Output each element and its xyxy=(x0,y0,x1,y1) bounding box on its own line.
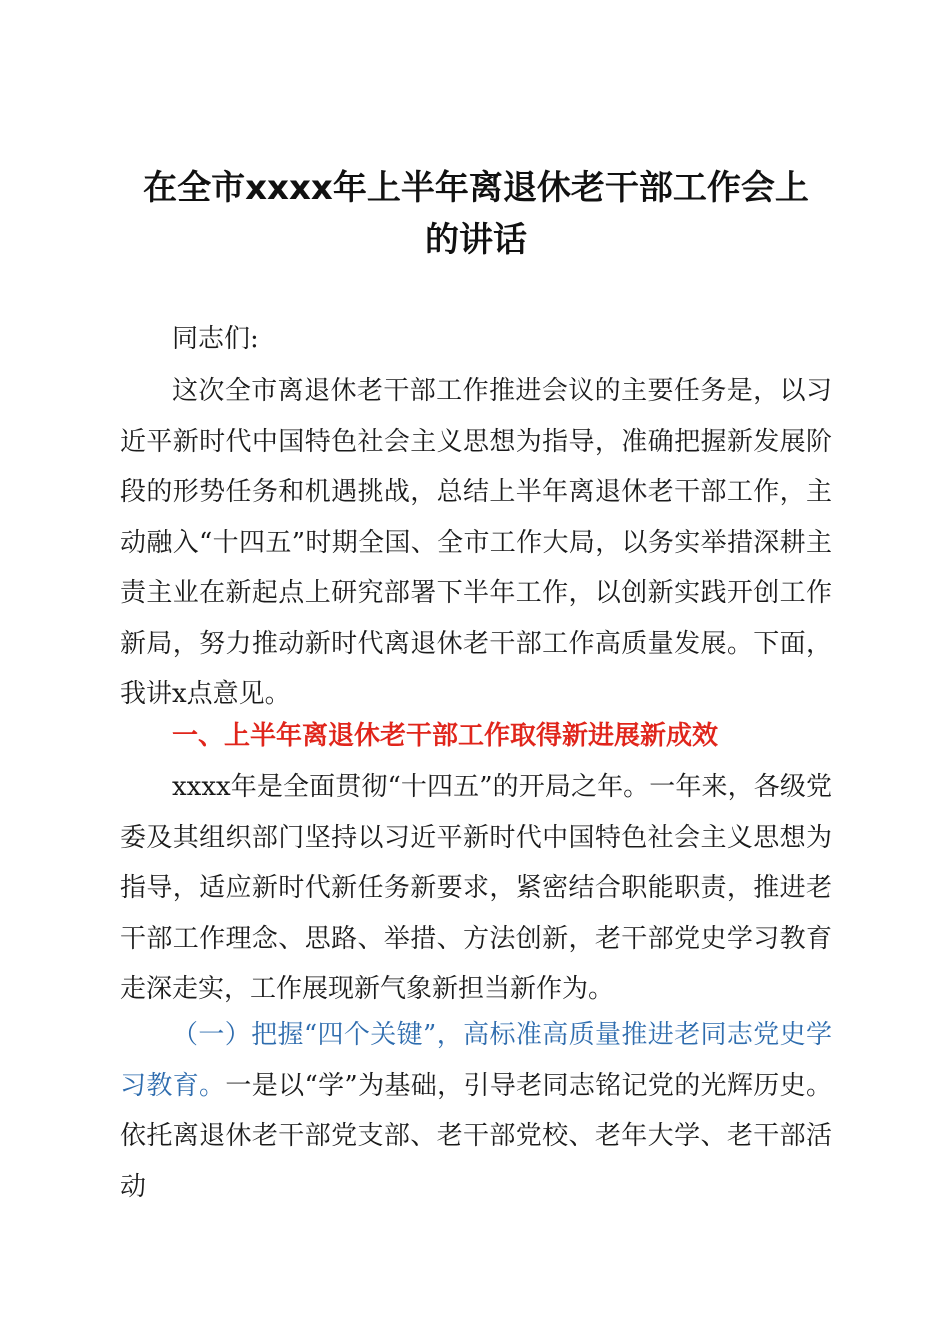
section-heading-1: 一、上半年离退休老干部工作取得新进展新成效 xyxy=(172,721,719,751)
subsection-heading-1: （一）把握“四个关键”，高标准高质量推进老同志党史学习教育。 xyxy=(120,1020,832,1101)
paragraph-intro: 这次全市离退休老干部工作推进会议的主要任务是，以习近平新时代中国特色社会主义思想为指导，准确把握新发展阶段的形势任务和机遇挑战，总结上半年离退休老干部工作，主动融入“十四五”时期全国、全市工作大局，以务实举措深耕主责主业在新起点上研究部署下半年工作，以创新实践开创工作新局，努力推动新时代离退休老干部工作高质量发展。下面，我讲x点意见。 xyxy=(120,376,832,709)
paragraph-subsection1-text: 一是以“学”为基础，引导老同志铭记党的光辉历史。依托离退休老干部党支部、老干部党校、老年大学、老干部活动 xyxy=(120,1070,832,1202)
paragraph-section1: xxxx年是全面贯彻“十四五”的开局之年。一年来，各级党委及其组织部门坚持以习近平新时代中国特色社会主义思想为指导，适应新时代新任务新要求，紧密结合职能职责，推进老干部工作理念、思路、举措、方法创新，老干部党史学习教育走深走实，工作展现新气象新担当新作为。 xyxy=(120,772,832,1004)
document-title-line-1: 在全市xxxx年上半年离退休老干部工作会上 xyxy=(143,168,809,208)
greeting: 同志们: xyxy=(172,324,259,354)
paragraph-subsection1 xyxy=(120,1010,832,1212)
document-title-line-2: 的讲话 xyxy=(425,220,527,260)
